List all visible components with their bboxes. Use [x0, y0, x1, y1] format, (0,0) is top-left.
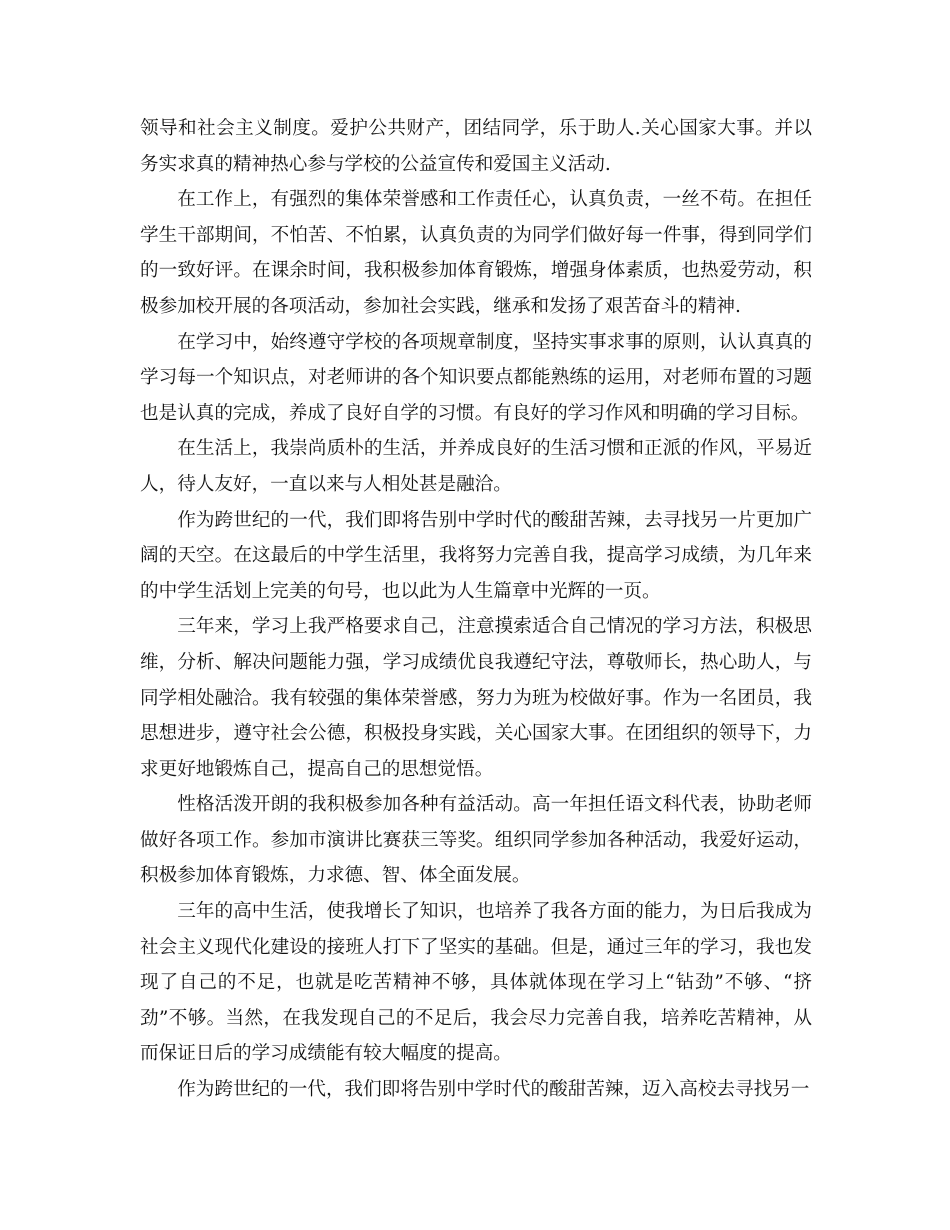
- document-body: [140, 111, 812, 1108]
- paragraph-life: 在生活上，我崇尚质朴的生活，并养成良好的生活习惯和正派的作风，平易近人，待人友好，一直以来与人相处甚是融洽。: [140, 438, 812, 495]
- paragraph-high-school-life: 三年的高中生活，使我增长了知识，也培养了我各方面的能力，为日后我成为社会主义现代化建设的接班人打下了坚实的基础。但是，通过三年的学习，我也发现了自己的不足，也就是吃苦精神不够，具体就体现在学习上“钻劲”不够、“挤劲”不够。当然，在我发现自己的不足后，我会尽力完善自我，培养吃苦精神，从而保证日后的学习成绩能有较大幅度的提高。: [140, 901, 812, 1065]
- paragraph-continuation: 领导和社会主义制度。爱护公共财产，团结同学，乐于助人.关心国家大事。并以务实求真的精神热心参与学校的公益宣传和爱国主义活动.: [140, 118, 812, 175]
- paragraph-new-century: 作为跨世纪的一代，我们即将告别中学时代的酸甜苦辣，去寻找另一片更加广阔的天空。在这最后的中学生活里，我将努力完善自我，提高学习成绩，为几年来的中学生活划上完美的句号，也以此为人生篇章中光辉的一页。: [140, 509, 812, 602]
- paragraph-work: 在工作上，有强烈的集体荣誉感和工作责任心，认真负责，一丝不苟。在担任学生干部期间，不怕苦、不怕累，认真负责的为同学们做好每一件事，得到同学们的一致好评。在课余时间，我积极参加体育锻炼，增强身体素质，也热爱劳动，积极参加校开展的各项活动，参加社会实践，继承和发扬了艰苦奋斗的精神.: [140, 189, 812, 317]
- paragraph-study: 在学习中，始终遵守学校的各项规章制度，坚持实事求事的原则，认认真真的学习每一个知识点，对老师讲的各个知识要点都能熟练的运用，对老师布置的习题也是认真的完成，养成了良好自学的习惯。有良好的学习作风和明确的学习目标。: [140, 331, 812, 424]
- paragraph-closing: 作为跨世纪的一代，我们即将告别中学时代的酸甜苦辣，迈入高校去寻找另一: [177, 1079, 810, 1101]
- paragraph-activities: 性格活泼开朗的我积极参加各种有益活动。高一年担任语文科代表，协助老师做好各项工作。参加市演讲比赛获三等奖。组织同学参加各种活动，我爱好运动，积极参加体育锻炼，力求德、智、体全面发展。: [140, 794, 812, 887]
- paragraph-three-years: 三年来，学习上我严格要求自己，注意摸索适合自己情况的学习方法，积极思维，分析、解决问题能力强，学习成绩优良我遵纪守法，尊敬师长，热心助人，与同学相处融洽。我有较强的集体荣誉感，努力为班为校做好事。作为一名团员，我思想进步，遵守社会公德，积极投身实践，关心国家大事。在团组织的领导下，力求更好地锻炼自己，提高自己的思想觉悟。: [140, 616, 812, 780]
